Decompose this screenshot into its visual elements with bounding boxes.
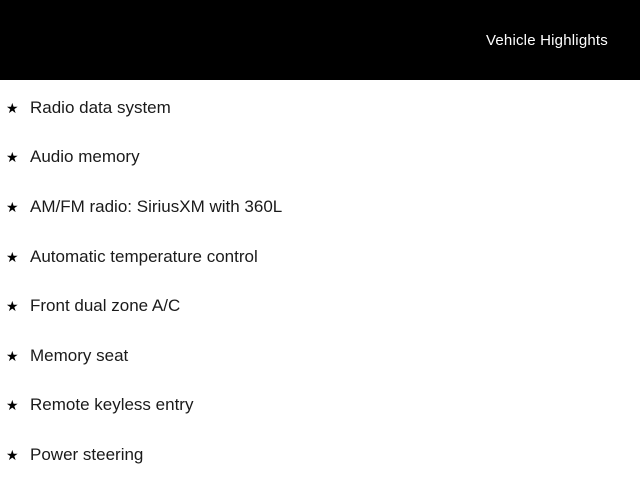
list-item bbox=[6, 281, 640, 331]
list-item bbox=[6, 381, 640, 431]
list-item-label: AM/FM radio: SiriusXM with 360L bbox=[30, 196, 283, 216]
page-title: Vehicle Highlights bbox=[485, 31, 608, 49]
star-icon: ★ bbox=[6, 248, 19, 265]
list-item-label: Automatic temperature control bbox=[30, 246, 258, 266]
list-item-label: Memory seat bbox=[30, 345, 129, 365]
star-icon: ★ bbox=[6, 397, 19, 414]
list-item bbox=[6, 83, 640, 133]
list-item bbox=[6, 331, 640, 381]
list-item-label: Audio memory bbox=[30, 147, 140, 167]
star-icon: ★ bbox=[6, 198, 19, 215]
list-item-label: Front dual zone A/C bbox=[30, 296, 181, 316]
list-item bbox=[6, 182, 640, 232]
star-icon: ★ bbox=[6, 446, 19, 463]
star-icon: ★ bbox=[6, 347, 19, 364]
list-item-label: Power steering bbox=[30, 444, 144, 464]
star-icon: ★ bbox=[6, 298, 19, 315]
list-item bbox=[6, 430, 640, 480]
list-item bbox=[6, 133, 640, 183]
vehicle-highlights-list bbox=[0, 80, 640, 480]
star-icon: ★ bbox=[6, 149, 19, 166]
header-bar bbox=[0, 0, 640, 80]
star-icon: ★ bbox=[6, 99, 19, 116]
list-item-label: Remote keyless entry bbox=[30, 395, 194, 415]
list-item bbox=[6, 232, 640, 282]
list-item-label: Radio data system bbox=[30, 97, 171, 117]
